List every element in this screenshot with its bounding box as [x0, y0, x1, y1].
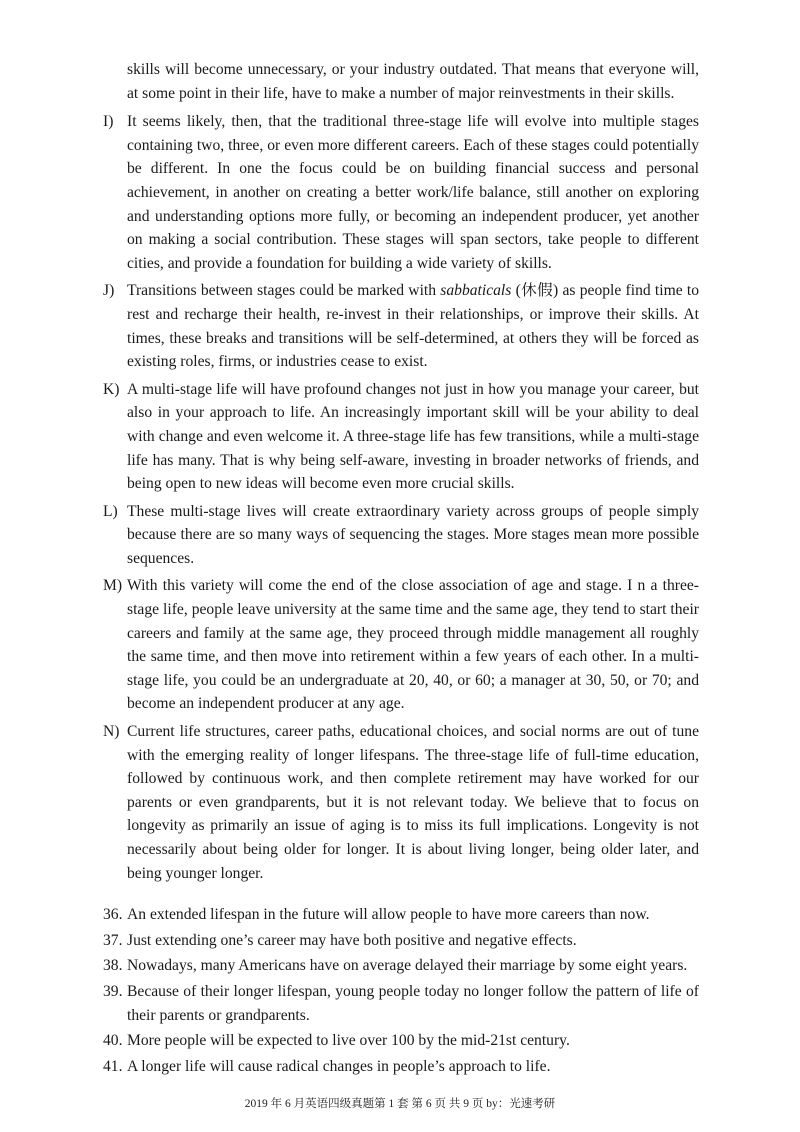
question-item: [103, 980, 699, 1027]
paragraph-text: A multi-stage life will have profound changes not just in how you manage your career, but also in your approach to life. An increasingly important skill will be your ability to deal with change and even welcome it. A three-stage life has few transitions, while a multi-stage life has many. That is why being self-aware, investing in broader networks of friends, and being open to new ideas will become even more crucial skills.: [127, 380, 699, 493]
paragraph-label: I): [103, 113, 114, 131]
italic-term: sabbaticals: [440, 282, 512, 300]
document-page: [103, 0, 699, 1078]
paragraph-label: N): [103, 723, 120, 741]
question-text: Just extending one’s career may have both positive and negative effects.: [127, 931, 577, 949]
paragraph-text: It seems likely, then, that the traditional three-stage life will evolve into multiple stages containing two, three, or even more different careers. Each of these stages could potentially be different. In one the focus could be on building financial success and personal achievement, in another on creating a better work/life balance, still another on exploring and understanding options more fully, or becoming an independent producer, yet another on making a social contribution. These stages will span sectors, take people to different cities, and provide a foundation for building a wide variety of skills.: [127, 113, 699, 272]
question-item: [103, 954, 699, 978]
paragraph-label: M): [103, 577, 123, 595]
question-text: More people will be expected to live over 100 by the mid-21st century.: [127, 1032, 570, 1050]
paragraph-text: With this variety will come the end of the close association of age and stage. I n a three-stage life, people leave university at the same time and the same age, they tend to start their careers and family at the same age, they proceed through middle management all roughly the same time, and then move into retirement within a few years of each other. In a multi-stage life, you could be an undergraduate at 20, 40, or 60; a manager at 30, 50, or 70; and become an independent producer at any age.: [127, 577, 699, 713]
page-footer: 2019 年 6 月英语四级真题第 1 套 第 6 页 共 9 页 by：光速考研: [244, 1098, 556, 1111]
paragraph-k: [103, 378, 699, 496]
paragraph-label: K): [103, 380, 120, 398]
paragraph-text: [127, 279, 699, 373]
paragraph-l: [103, 500, 699, 571]
question-number: 41.: [103, 1057, 123, 1075]
question-number: 37.: [103, 931, 123, 949]
text-segment: (休假) as people find time to rest and recharge their health, re-invest in their relationships, or improve their skills. At times, these breaks and transitions will be self-determined, at others they will be forced as existing roles, firms, or industries cease to exist.: [127, 282, 700, 371]
paragraph-text: These multi-stage lives will create extraordinary variety across groups of people simply because there are so many ways of sequencing the stages. More stages mean more possible sequences.: [127, 502, 699, 567]
question-text: A longer life will cause radical changes in people’s approach to life.: [127, 1057, 551, 1075]
question-number: 38.: [103, 957, 123, 975]
paragraph-text: Current life structures, career paths, educational choices, and social norms are out of tune with the emerging reality of longer lifespans. The three-stage life of full-time education, followed by continuous work, and then complete retirement may have worked for our parents or even grandparents, but it is not relevant today. We believe that to focus on longevity as primarily an issue of aging is to miss its full implications. Longevity is not necessarily about being older for longer. It is about living longer, being older later, and being younger longer.: [127, 723, 699, 882]
paragraph-j: [103, 279, 699, 373]
paragraph-n: [103, 720, 699, 885]
paragraph-label: L): [103, 502, 118, 520]
question-item: [103, 903, 699, 927]
question-item: [103, 929, 699, 953]
paragraph-i: [103, 110, 699, 275]
question-item: [103, 1029, 699, 1053]
text-segment: Transitions between stages could be marked with: [127, 282, 441, 300]
continued-paragraph: skills will become unnecessary, or your industry outdated. That means that everyone will, at some point in their life, have to make a number of major reinvestments in their skills.: [127, 61, 699, 102]
question-text: Nowadays, many Americans have on average delayed their marriage by some eight years.: [127, 957, 688, 975]
question-number: 39.: [103, 982, 123, 1000]
paragraph-label: J): [103, 282, 115, 300]
question-number: 36.: [103, 906, 123, 924]
question-number: 40.: [103, 1032, 123, 1050]
question-text: An extended lifespan in the future will allow people to have more careers than now.: [127, 906, 650, 924]
question-text: Because of their longer lifespan, young people today no longer follow the pattern of life of their parents or grandparents.: [127, 982, 699, 1024]
question-item: [103, 1055, 699, 1079]
paragraph-m: [103, 574, 699, 716]
question-list: [103, 903, 699, 1078]
